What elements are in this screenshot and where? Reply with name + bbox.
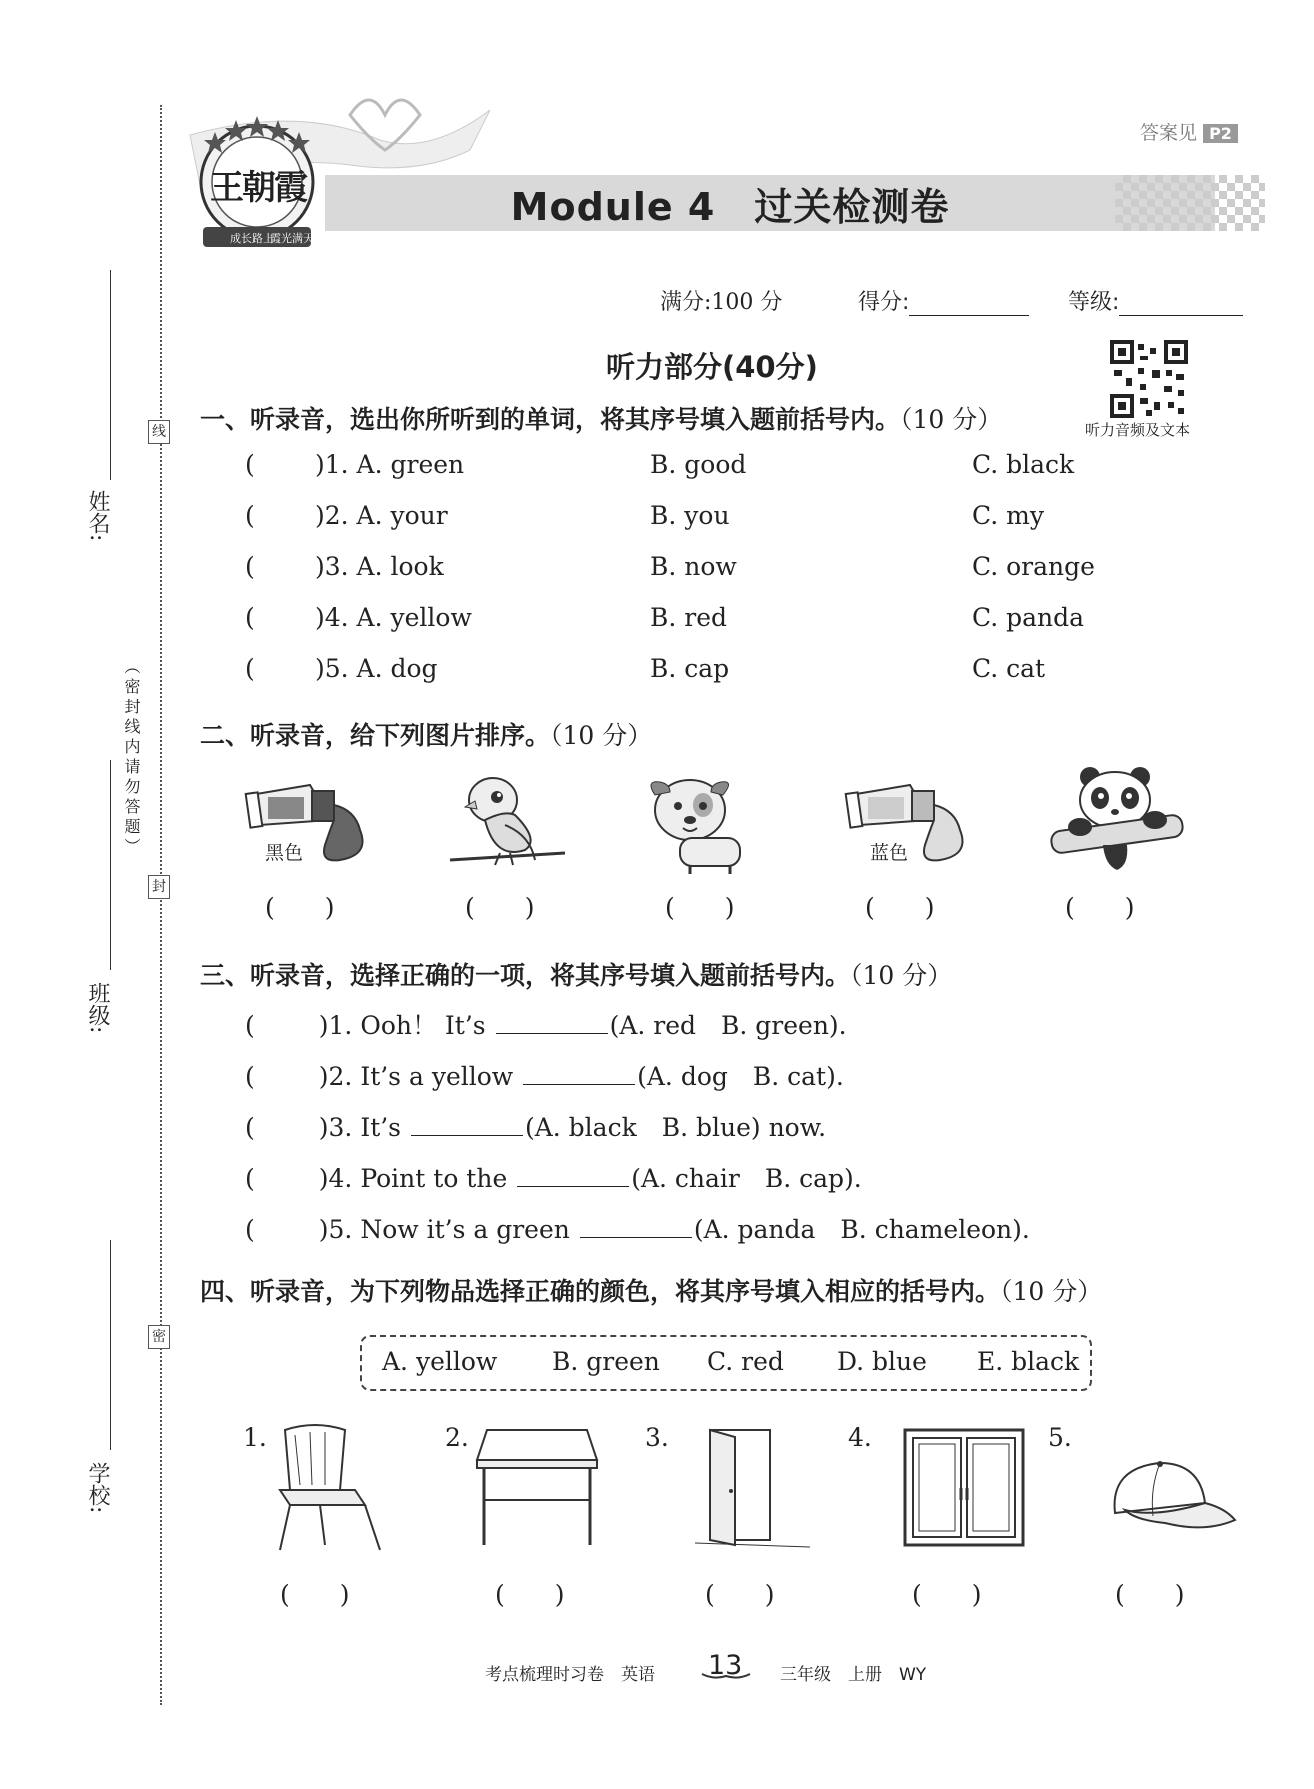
- part1-points: （10 分）: [900, 405, 1003, 434]
- fill-blank[interactable]: [523, 1062, 635, 1085]
- score-label: 得分:: [858, 290, 910, 315]
- part1-heading-text: 一、听录音，选出你所听到的单词，将其序号填入题前括号内。: [200, 405, 901, 434]
- label-blue: 蓝色: [870, 842, 909, 864]
- part2-heading-text: 二、听录音，给下列图片排序。: [200, 721, 551, 750]
- object-number: 2.: [445, 1423, 469, 1452]
- title-checker-pattern: [1115, 175, 1265, 231]
- part1-option-c: C. my: [972, 501, 1044, 530]
- binding-dotted-line: [160, 105, 162, 1705]
- part3-choices: (A. dog B. cat).: [637, 1062, 844, 1091]
- answer-paren[interactable]: ( ): [465, 893, 535, 922]
- listening-heading: 听力部分(40分): [606, 350, 818, 384]
- name-field-line[interactable]: [110, 270, 111, 480]
- part4-heading: [200, 1272, 1102, 1308]
- logo-slogan-right: 霞光满天: [270, 232, 314, 245]
- door-picture: [695, 1425, 815, 1550]
- class-field-line[interactable]: [110, 760, 111, 970]
- footer-grade: 三年级 上册 WY: [780, 1665, 927, 1685]
- part1-option-a: )2. A. your: [315, 501, 448, 530]
- bird-picture: [445, 765, 570, 875]
- part1-option-a: )1. A. green: [315, 450, 465, 479]
- school-label: 学校:: [85, 1462, 110, 1514]
- part1-option-b: B. good: [650, 450, 747, 479]
- answer-paren-open[interactable]: (: [245, 654, 255, 683]
- answer-paren[interactable]: ( ): [1065, 893, 1135, 922]
- school-field-line[interactable]: [110, 1240, 111, 1450]
- color-option: B. green: [552, 1347, 660, 1376]
- part1-option-b: B. now: [650, 552, 737, 581]
- footer-series: 考点梳理时习卷 英语: [485, 1665, 655, 1685]
- answer-paren[interactable]: ( ): [865, 893, 935, 922]
- answer-paren[interactable]: ( ): [912, 1580, 982, 1609]
- part1-option-a: )3. A. look: [315, 552, 444, 581]
- fill-blank[interactable]: [496, 1011, 608, 1034]
- desk-picture: [472, 1425, 602, 1550]
- part3-heading: [200, 956, 952, 992]
- panda-picture: [1045, 765, 1190, 875]
- class-label: 班级:: [85, 982, 110, 1034]
- score-field[interactable]: [858, 285, 1029, 316]
- object-number: 3.: [645, 1423, 669, 1452]
- answer-paren-open[interactable]: (: [245, 450, 255, 479]
- answer-paren[interactable]: ( ): [265, 893, 335, 922]
- fill-blank[interactable]: [580, 1215, 692, 1238]
- answer-ref: [1140, 118, 1238, 145]
- color-option: E. black: [977, 1347, 1080, 1376]
- black-paint-tube-picture: [240, 775, 380, 875]
- part3-item: ( )1. Ooh！ It’s (A. red B. green).: [245, 1011, 847, 1040]
- color-option: D. blue: [837, 1347, 927, 1376]
- fill-blank[interactable]: [411, 1113, 523, 1136]
- part3-item: ( )5. Now it’s a green (A. panda B. chameleon).: [245, 1215, 1030, 1244]
- part3-stem: )5. Now it’s a green: [318, 1215, 578, 1244]
- object-number: 1.: [243, 1423, 267, 1452]
- page-number: 13: [708, 1650, 743, 1681]
- full-score: 满分:100 分: [660, 290, 783, 315]
- part3-item: ( )4. Point to the (A. chair B. cap).: [245, 1164, 862, 1193]
- part3-item: ( )2. It’s a yellow (A. dog B. cat).: [245, 1062, 844, 1091]
- part1-option-a: )4. A. yellow: [315, 603, 472, 632]
- part2-heading: [200, 716, 652, 752]
- color-option: C. red: [707, 1347, 784, 1376]
- part3-points: （10 分）: [850, 961, 953, 990]
- answer-paren[interactable]: ( ): [280, 1580, 350, 1609]
- name-label: 姓名:: [85, 490, 110, 542]
- part1-option-c: C. black: [972, 450, 1075, 479]
- cap-picture: [1105, 1458, 1240, 1538]
- part1-option-b: B. cap: [650, 654, 730, 683]
- label-black: 黑色: [265, 842, 304, 864]
- part1-option-c: C. orange: [972, 552, 1095, 581]
- answer-ref-text: 答案见: [1140, 122, 1198, 144]
- chair-picture: [270, 1420, 390, 1555]
- part1-option-a: )5. A. dog: [315, 654, 438, 683]
- grade-field[interactable]: [1068, 285, 1243, 316]
- page-title: Module 4 过关检测卷: [510, 185, 950, 229]
- part1-option-c: C. panda: [972, 603, 1085, 632]
- seal-notice: （密封线内请勿答题）: [122, 658, 141, 858]
- part4-points: （10 分）: [1000, 1277, 1103, 1306]
- part3-choices: (A. chair B. cap).: [631, 1164, 862, 1193]
- part3-choices: (A. panda B. chameleon).: [693, 1215, 1030, 1244]
- seal-box-top: 线: [148, 420, 170, 444]
- part3-item: ( )3. It’s (A. black B. blue) now.: [245, 1113, 827, 1142]
- seal-box-mid: 封: [148, 875, 170, 899]
- grade-blank[interactable]: [1119, 291, 1243, 316]
- part1-option-b: B. red: [650, 603, 728, 632]
- answer-page-badge: P2: [1203, 124, 1238, 143]
- part3-choices: (A. black B. blue) now.: [524, 1113, 827, 1142]
- score-blank[interactable]: [909, 291, 1029, 316]
- seal-box-bottom: 密: [148, 1325, 170, 1349]
- part4-heading-text: 四、听录音，为下列物品选择正确的颜色，将其序号填入相应的括号内。: [200, 1277, 1001, 1306]
- answer-paren-open[interactable]: (: [245, 552, 255, 581]
- answer-paren[interactable]: ( ): [1115, 1580, 1185, 1609]
- dog-picture: [645, 770, 765, 875]
- part3-heading-text: 三、听录音，选择正确的一项，将其序号填入题前括号内。: [200, 961, 851, 990]
- answer-paren-open[interactable]: (: [245, 603, 255, 632]
- color-options-box: [360, 1335, 1092, 1391]
- part3-stem: )4. Point to the: [318, 1164, 516, 1193]
- part1-heading: [200, 400, 1002, 436]
- part3-stem: )3. It’s: [318, 1113, 409, 1142]
- grade-label: 等级:: [1068, 290, 1120, 315]
- part1-option-b: B. you: [650, 501, 730, 530]
- logo-slogan-left: 成长路上: [230, 232, 274, 245]
- answer-paren[interactable]: ( ): [495, 1580, 565, 1609]
- color-option: A. yellow: [382, 1347, 498, 1376]
- fill-blank[interactable]: [517, 1164, 629, 1187]
- object-number: 5.: [1048, 1423, 1072, 1452]
- answer-paren[interactable]: ( ): [705, 1580, 775, 1609]
- qr-code-icon[interactable]: [1110, 340, 1188, 418]
- part3-stem: )2. It’s a yellow: [318, 1062, 522, 1091]
- book-icon: [700, 1672, 752, 1684]
- part1-option-c: C. cat: [972, 654, 1046, 683]
- qr-caption: 听力音频及文本: [1085, 421, 1191, 439]
- window-picture: [903, 1428, 1025, 1548]
- logo-name: 王朝霞: [210, 168, 306, 208]
- blue-paint-tube-picture: [840, 775, 980, 875]
- object-number: 4.: [848, 1423, 872, 1452]
- part2-points: （10 分）: [550, 721, 653, 750]
- part3-choices: (A. red B. green).: [609, 1011, 847, 1040]
- answer-paren-open[interactable]: (: [245, 501, 255, 530]
- answer-paren[interactable]: ( ): [665, 893, 735, 922]
- part3-stem: )1. Ooh！ It’s: [318, 1011, 494, 1040]
